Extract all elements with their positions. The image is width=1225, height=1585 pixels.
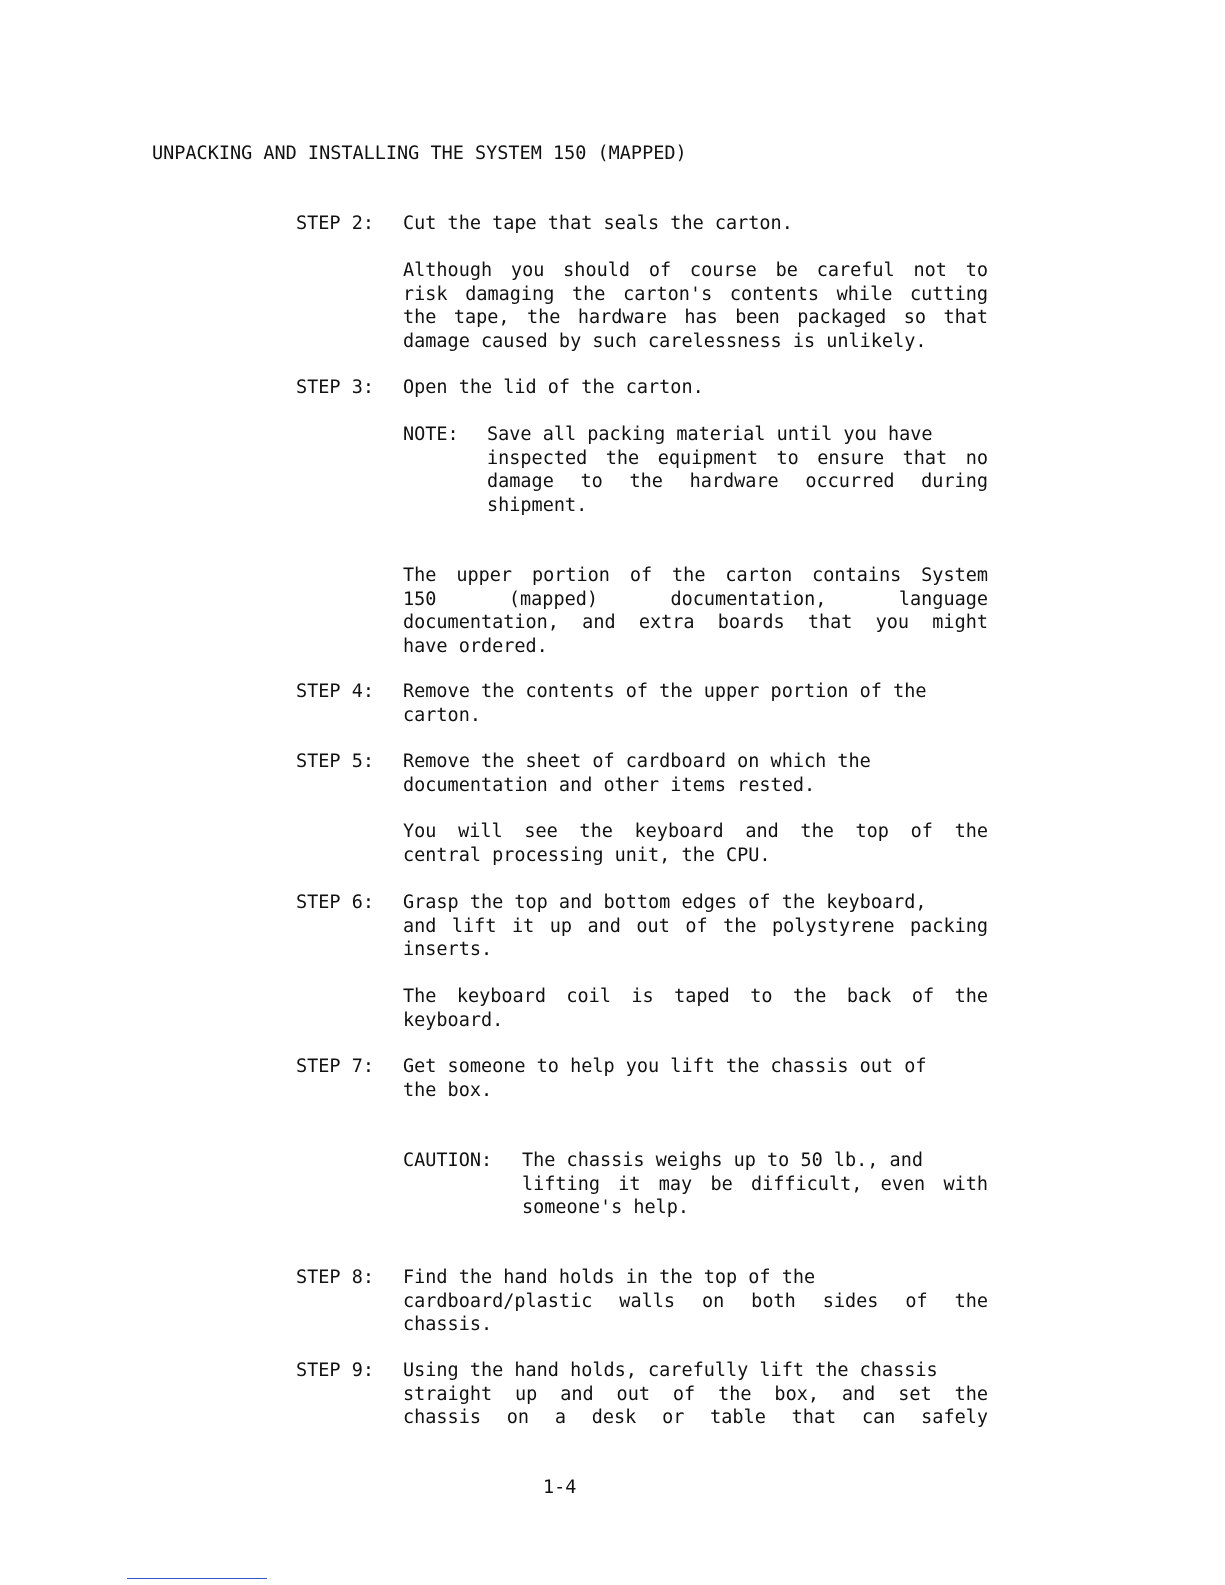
step-4-label: STEP 4:: [296, 681, 374, 702]
note-text: [487, 423, 988, 517]
text-line: lifting it may be difficult, even with: [522, 1173, 988, 1195]
text-line: and lift it up and out of the polystyrene packing: [403, 915, 988, 937]
text-line: Find the hand holds in the top of the: [403, 1267, 816, 1288]
text-line: documentation, and extra boards that you might: [403, 612, 988, 633]
step-3-label: STEP 3:: [296, 377, 374, 398]
step-8-label: STEP 8:: [296, 1267, 374, 1288]
text-line: chassis on a desk or table that can safely: [403, 1407, 988, 1428]
text-line: keyboard.: [403, 1009, 504, 1031]
step-9-text: [403, 1359, 988, 1430]
text-line: risk damaging the carton's contents while cutting: [403, 283, 988, 305]
text-line: inserts.: [403, 939, 493, 960]
step-8-text: [403, 1266, 988, 1337]
text-line: damage caused by such carelessness is unlikely.: [403, 330, 927, 352]
text-line: Save all packing material until you have: [487, 424, 933, 445]
text-line: shipment.: [487, 494, 588, 516]
note-label: NOTE:: [403, 424, 459, 445]
step-5-paragraph: [403, 820, 988, 867]
text-line: Remove the contents of the upper portion of the: [403, 681, 927, 702]
text-line: The chassis weighs up to 50 lb., and: [522, 1150, 923, 1171]
text-line: damage to the hardware occurred during: [487, 471, 988, 492]
text-line: You will see the keyboard and the top of the: [403, 821, 988, 842]
step-7-text: [403, 1055, 988, 1102]
text-line: have ordered.: [403, 635, 548, 657]
text-line: Remove the sheet of cardboard on which the: [403, 751, 871, 772]
text-line: The upper portion of the carton contains System: [403, 565, 988, 586]
step-2-text: [403, 212, 988, 236]
text-line: cardboard/plastic walls on both sides of the: [403, 1290, 988, 1312]
text-line: Grasp the top and bottom edges of the keyboard,: [403, 892, 927, 913]
step-2-label: STEP 2:: [296, 213, 374, 234]
step-4-text: [403, 680, 988, 727]
page-number: 1-4: [543, 1477, 577, 1498]
text-line: Get someone to help you lift the chassis out of: [403, 1056, 927, 1077]
text-line: carton.: [403, 704, 481, 726]
text-line: straight up and out of the box, and set the: [403, 1383, 988, 1405]
caution-text: [522, 1149, 988, 1220]
step-9-label: STEP 9:: [296, 1360, 374, 1381]
caution-label: CAUTION:: [403, 1150, 493, 1171]
step-6-label: STEP 6:: [296, 892, 374, 913]
step-6-text: [403, 891, 988, 962]
text-line: chassis.: [403, 1314, 493, 1335]
upper-portion-paragraph: [403, 564, 988, 658]
text-line: The keyboard coil is taped to the back of the: [403, 986, 988, 1007]
step-2-paragraph: [403, 259, 988, 353]
text-line: Although you should of course be careful not to: [403, 260, 988, 281]
step-5-label: STEP 5:: [296, 751, 374, 772]
text-line: someone's help.: [522, 1197, 690, 1218]
bottom-rule: [127, 1578, 267, 1579]
text-line: Open the lid of the carton.: [403, 377, 704, 398]
text-line: central processing unit, the CPU.: [403, 844, 771, 866]
step-5-text: [403, 750, 988, 797]
page-header: UNPACKING AND INSTALLING THE SYSTEM 150 (MAPPED): [152, 143, 687, 164]
text-line: Cut the tape that seals the carton.: [403, 213, 793, 234]
text-line: documentation and other items rested.: [403, 774, 816, 796]
text-line: Using the hand holds, carefully lift the chassis: [403, 1360, 938, 1381]
text-line: 150 (mapped) documentation, language: [403, 588, 988, 610]
text-line: the box.: [403, 1079, 493, 1101]
step-6-paragraph: [403, 985, 988, 1032]
text-line: the tape, the hardware has been packaged so that: [403, 307, 988, 328]
text-line: inspected the equipment to ensure that no: [487, 447, 988, 469]
step-7-label: STEP 7:: [296, 1056, 374, 1077]
step-3-text: [403, 376, 988, 400]
